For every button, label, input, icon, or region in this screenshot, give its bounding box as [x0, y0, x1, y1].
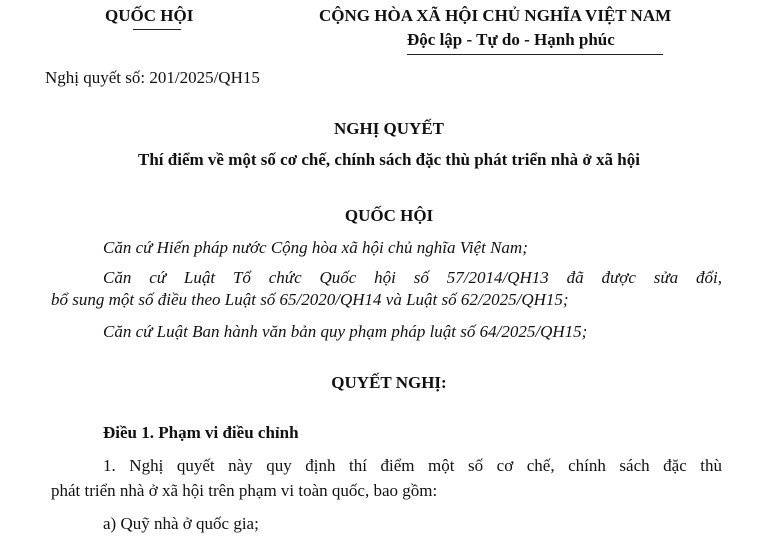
issuing-body-heading: QUỐC HỘI	[344, 206, 434, 225]
legal-basis-legislation-law: Căn cứ Luật Ban hành văn bản quy phạm pháp luật số 64/2025/QH15;	[103, 322, 588, 341]
state-name: CỘNG HÒA XÃ HỘI CHỦ NGHĨA VIỆT NAM	[319, 6, 672, 25]
decision-heading: QUYẾT NGHỊ:	[331, 373, 447, 392]
article-1-paragraph-line1: 1. Nghị quyết này quy định thí điểm một số cơ chế, chính sách đặc thù	[103, 456, 722, 475]
legal-basis-constitution: Căn cứ Hiến pháp nước Cộng hòa xã hội chủ nghĩa Việt Nam;	[103, 238, 528, 257]
legal-basis-assembly-law-line2: bổ sung một số điều theo Luật số 65/2020/QH14 và Luật số 62/2025/QH15;	[51, 290, 569, 309]
article-1-title: Điều 1. Phạm vi điều chỉnh	[103, 423, 299, 442]
document-type: NGHỊ QUYẾT	[333, 119, 445, 138]
issuer-name: QUỐC HỘI	[105, 6, 194, 25]
state-motto: Độc lập - Tự do - Hạnh phúc	[407, 30, 615, 49]
motto-underline	[407, 54, 663, 55]
article-1-item-a: a) Quỹ nhà ở quốc gia;	[103, 514, 259, 533]
article-1-paragraph-line2: phát triển nhà ở xã hội trên phạm vi toàn quốc, bao gồm:	[51, 481, 438, 500]
document-subject: Thí điểm về một số cơ chế, chính sách đặc thù phát triển nhà ở xã hội	[138, 150, 640, 169]
issuer-underline	[133, 29, 181, 30]
resolution-number: Nghị quyết số: 201/2025/QH15	[45, 68, 260, 87]
legal-basis-assembly-law-line1: Căn cứ Luật Tổ chức Quốc hội số 57/2014/QH13 đã được sửa đổi,	[103, 268, 722, 287]
